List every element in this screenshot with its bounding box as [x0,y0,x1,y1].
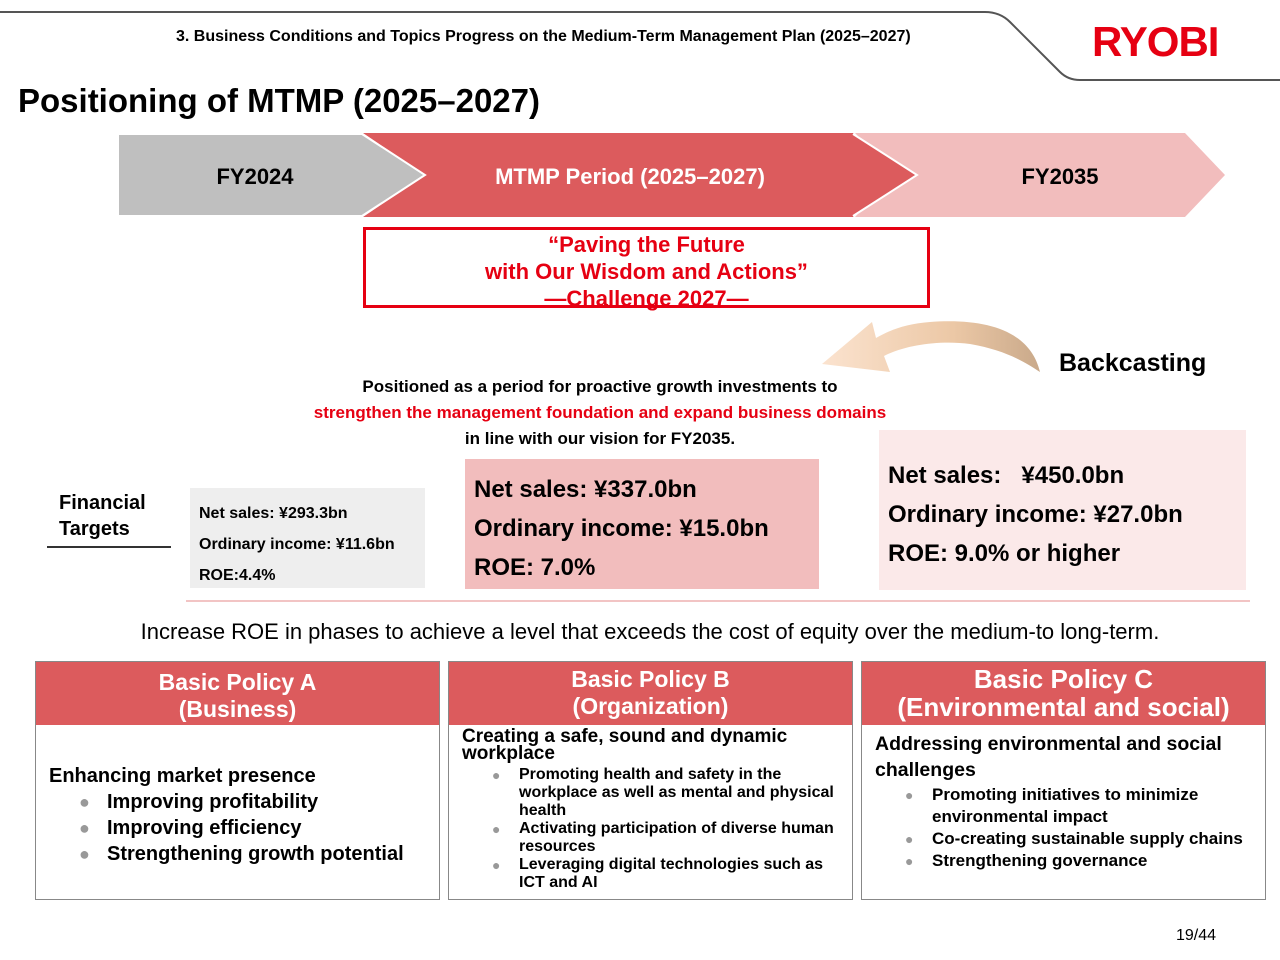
fy2035-roe: ROE: 9.0% or higher [888,540,1121,567]
ryobi-logo: RYOBI [1092,18,1219,65]
targets-fy2035 [879,430,1246,590]
policy-c-card [861,661,1266,900]
bullet-icon: ● [492,767,501,783]
backcasting-label: Backcasting [1059,349,1207,377]
policy-a-lead: Enhancing market presence [49,765,316,787]
bullet-icon: ● [79,818,90,838]
policy-a-body [49,763,404,867]
bullet-icon: ● [492,857,501,873]
bullet-icon: ● [79,792,90,812]
mtmp-ordinary-income: Ordinary income: ¥15.0bn [474,515,769,542]
fy2024-roe: ROE:4.4% [199,567,276,584]
backcasting-arrow [0,0,1280,400]
policy-c-body [875,731,1260,872]
list-item: ● Leveraging digital technologies such as ICT and AI [492,856,824,891]
financial-targets-underline [47,546,171,548]
policy-b-title: Basic Policy B [571,666,730,692]
list-item: ● Promoting health and safety in the workplace as well as mental and physical health [492,766,834,819]
slogan-line-2: with Our Wisdom and Actions” [485,259,808,284]
slogan-line-1: “Paving the Future [548,232,745,257]
policy-b-header [449,662,852,725]
bullet-icon: ● [905,831,914,847]
policy-c-subtitle: (Environmental and social) [897,692,1230,722]
positioning-line-1: Positioned as a period for proactive growth investments to [362,377,838,396]
timeline-label-fy2024: FY2024 [216,164,294,189]
list-item: ● Improving efficiency [79,817,302,839]
targets-fy2024 [190,488,425,588]
fy2035-ordinary-income: Ordinary income: ¥27.0bn [888,501,1183,528]
list-item: ● Co-creating sustainable supply chains [905,829,1243,848]
page-number: 19/44 [1176,927,1217,944]
policy-c-lead: Addressing environmental and social challenges [875,733,1222,781]
policy-b-card [448,661,853,900]
mtmp-roe: ROE: 7.0% [474,554,596,581]
policy-a-card [35,661,440,900]
list-item: ● Strengthening governance [905,851,1148,870]
bullet-icon: ● [905,787,914,803]
list-item: ● Activating participation of diverse human resources [492,820,834,855]
page-title: Positioning of MTMP (2025–2027) [18,82,541,119]
timeline-label-fy2035: FY2035 [1021,164,1099,189]
financial-targets-label-line-1: Financial [59,492,146,514]
timeline-label-mtmp: MTMP Period (2025–2027) [495,164,765,189]
slogan-line-3: —Challenge 2027— [544,286,749,311]
policy-a-subtitle: (Business) [178,696,297,722]
positioning-line-2: strengthen the management foundation and expand business domains [313,403,887,422]
fy2035-net-sales: Net sales: ¥450.0bn [888,462,1125,489]
policy-a-title: Basic Policy A [158,669,317,695]
policy-c-title: Basic Policy C [973,664,1154,694]
mtmp-net-sales: Net sales: ¥337.0bn [474,476,697,503]
fy2024-ordinary-income: Ordinary income: ¥11.6bn [199,536,395,553]
policy-c-header [862,662,1265,725]
positioning-line-3: in line with our vision for FY2035. [464,429,736,448]
bullet-icon: ● [492,821,501,837]
roe-statement: Increase ROE in phases to achieve a level that exceeds the cost of equity over the medium-to long-term. [140,619,1160,644]
list-item: ● Improving profitability [79,791,319,813]
divider-line [186,600,1250,602]
policy-b-lead: Creating a safe, sound and dynamic workplace [462,726,788,764]
targets-mtmp [465,459,819,589]
bullet-icon: ● [79,844,90,864]
positioning-statement [250,374,950,452]
breadcrumb: 3. Business Conditions and Topics Progress on the Medium-Term Management Plan (2025–2027) [176,28,911,45]
list-item: ● Strengthening growth potential [79,843,404,865]
bullet-icon: ● [905,853,914,869]
fy2024-net-sales: Net sales: ¥293.3bn [199,505,348,522]
policy-b-subtitle: (Organization) [572,693,729,719]
list-item: ● Promoting initiatives to minimize environmental impact [905,785,1199,826]
policy-a-header [36,662,439,725]
financial-targets-label-line-2: Targets [59,518,130,540]
financial-targets-label [59,490,146,542]
policy-b-body [462,728,847,892]
